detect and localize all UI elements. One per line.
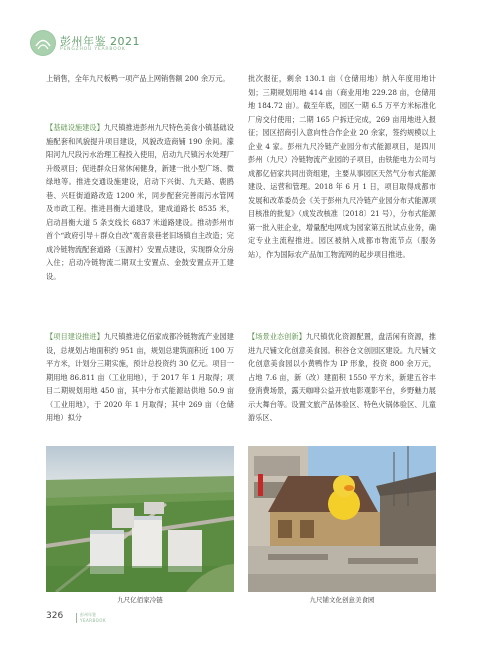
paragraph-infrastructure: 九尺镇推进彭州九尺特色美食小镇基础设施配套和风貌提升项目建设，风貌改造商铺 190 余间。濛阳河九尺段污水治理工程投入使用，启动九尺镇污水处理厂升级项目；促进群众日常休闲健身，新建一批小型广场、微绿地等。推进交通设施建设，启动下兴街、九天路、鹿鸥巷、兴旺街道路改造 1200 米，同步配套完善雨污水管网及市政工程。推进昌衡大道建设，建成道路长 8535 米，启动昌衡大道 5 条支线长 6837 米道路建设。推动彭州市首个“政府引导＋群众自改”观音泉巷老旧场镇自主改造；完成冷链物流配套道路（玉源村）安置点建设，实现群众分房入住；启动冷链物流二期双土安置点、金鼓安置点开工建设。 [46,123,234,281]
section-scene [248,330,436,425]
section-tag-infrastructure: 【基础设施建设】 [46,123,104,132]
yearbook-logo-icon [30,30,56,56]
footer-book-subtitle: YEARBOOK [80,618,107,623]
right-column [248,72,436,261]
section-tag-scene: 【场景业态创新】 [248,332,306,341]
section-project [46,330,234,425]
page-number: 326 [46,611,64,621]
header-title: 彭州年鉴 2021 [60,35,140,48]
page-header [30,30,190,58]
photo-caption-food-park: 九尺铺文化创意美食园 [309,596,375,604]
footer-divider [76,613,77,623]
paragraph-project: 九尺镇推进亿佰家成都冷链物流产业园建设，总规划占地面积约 951 亩，规划总建筑面积近 100 万平方米，计划分三期实施，预计总投资约 30 亿元。项目一期用地 86.811 亩（工业用地），于 2017 年 1 月取得；项目二期规划用地 450 亩，其中分布式能源站供地 50.9 亩（工业用地），于 2020 年 1 月取得；其中 269 亩（仓储用地）拟分 [46,332,234,422]
section-tag-project: 【项目建设推进】 [46,332,104,341]
section-infrastructure [46,121,234,283]
footer-book-title: 彭州年鉴 [80,612,96,617]
paragraph-scene: 九尺镇优化资源配置，盘活闲有资源，推进九尺铺文化创意美食园。积谷仓文创园区建设。九尺铺文化创意美食园以小黄鸭作为 IP 形象，投资 800 余万元，占地 7.6 亩，新（改）建面积 1550 平方米，新建五谷丰登消费场景，露天咖啡公益开放电影观影平台，乡野魅力展示大舞台等。设置文旅产品体验区、特色火锅体验区、儿童游乐区、 [248,332,436,422]
header-subtitle: PENGZHOU YEARBOOK [60,47,126,52]
left-column [46,72,234,86]
paragraph-cold-chain: 批次报征，剩余 130.1 亩（仓储用地）纳入年度用地计划；三期规划用地 414 亩（商业用地 229.28 亩，仓储用地 184.72 亩）。截至年底，园区一期 6.5 万平方米标准化厂房交付使用；二期 165 户拆迁完成，269 亩用地进入报征；园区招商引入意向性合作企业 20 余家，签约规模以上企业 4 家。彭州九尺冷链产业园分布式能源项目，是四川彭州（九尺）冷链物流产业园的子项目，由铁能电力公司与成都亿佰家共同出资组建，主要从事园区天然气分布式能源建设、运营和管理。2018 年 6 月 1 日，项目取得成都市发展和改革委员会《关于彭州九尺冷链产业园分布式能源项目核准的批复》（成发改核准〔2018〕21 号），分布式能源第一批入驻企业，增量配电网成为园家第五批试点业务，确定专业主流程推进。园区被纳入成都市物流节点（服务站），作为国际农产品加工物流网的起步项目推进。 [248,74,436,259]
photo-cold-chain-park [46,446,234,592]
photo-food-park [248,446,436,592]
page-footer [46,611,166,625]
paragraph-sales: 上销售，全年九尺板鸭一项产品上网销售额 200 余万元。 [46,74,230,83]
photo-caption-cold-chain: 九尺亿佰家冷链 [117,596,163,604]
